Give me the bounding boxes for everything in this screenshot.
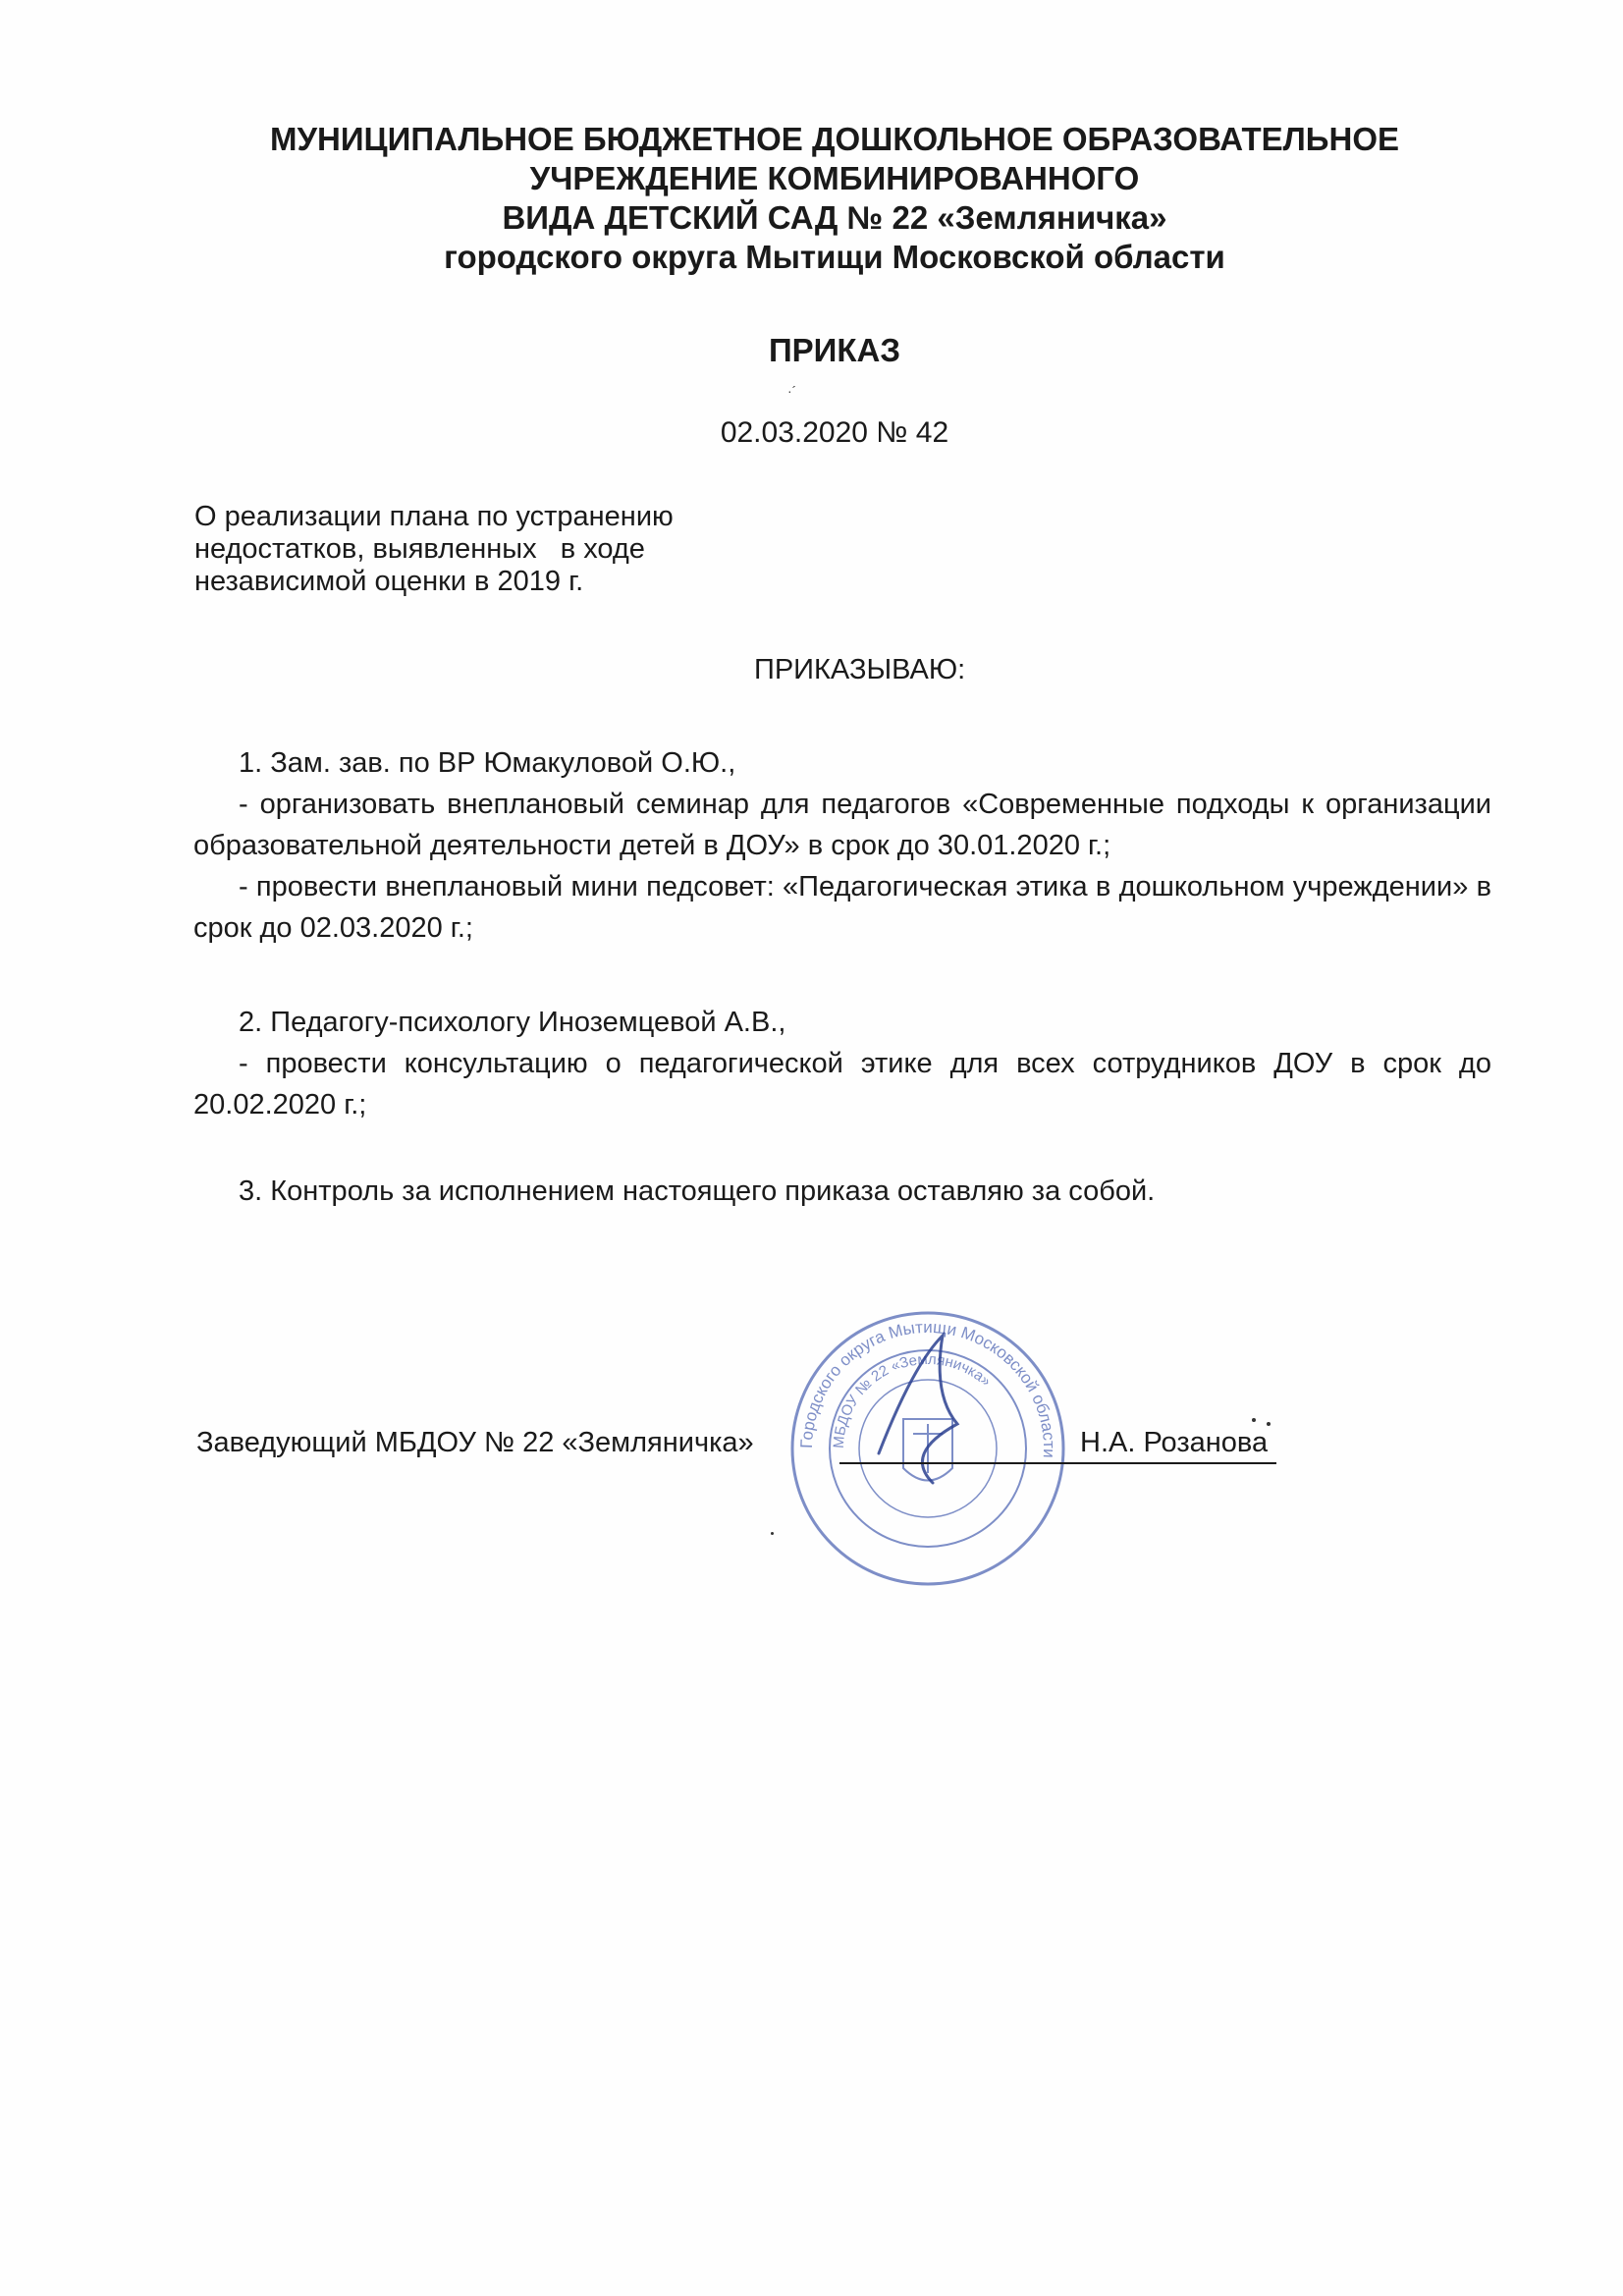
- item-1-heading: 1. Зам. зав. по ВР Юмакуловой О.Ю.,: [239, 747, 736, 779]
- item-1-line-2: - провести внеплановый мини педсовет: «Педагогическая этика в дошкольном учреждении» в срок до 02.03.2020 г.;: [193, 871, 1491, 944]
- order-item-2: [193, 1002, 1491, 1125]
- signature-line: [839, 1462, 1276, 1464]
- item-2-heading: 2. Педагогу-психологу Иноземцевой А.В.,: [239, 1007, 786, 1038]
- item-3-heading: 3. Контроль за исполнением настоящего приказа оставляю за собой.: [239, 1175, 1156, 1207]
- stamp-inner-text: МБДОУ № 22 «Земляничка»: [830, 1350, 995, 1449]
- item-1-line-1: - организовать внеплановый семинар для педагогов «Современные подходы к организации образовательной деятельности детей в ДОУ» в срок до 30.01.2020 г.;: [193, 789, 1491, 861]
- command-word: ПРИКАЗЫВАЮ:: [754, 654, 966, 685]
- header-line-2: УЧРЕЖДЕНИЕ КОМБИНИРОВАННОГО: [529, 160, 1140, 196]
- order-date-number: 02.03.2020 № 42: [720, 416, 949, 449]
- scan-speck: [1267, 1422, 1271, 1426]
- header-line-3: ВИДА ДЕТСКИЙ САД № 22 «Земляничка»: [502, 199, 1167, 236]
- order-item-1: [193, 742, 1491, 949]
- header-line-1: МУНИЦИПАЛЬНОЕ БЮДЖЕТНОЕ ДОШКОЛЬНОЕ ОБРАЗОВАТЕЛЬНОЕ: [269, 121, 1400, 157]
- signature-block: [196, 1427, 1375, 1486]
- subject-line-3: независимой оценки в 2019 г.: [194, 566, 584, 597]
- institution-header: [147, 120, 1522, 277]
- signatory-role: Заведующий МБДОУ № 22 «Земляничка»: [196, 1427, 754, 1458]
- item-2-line-1: - провести консультацию о педагогической этике для всех сотрудников ДОУ в срок до 20.02.2020 г.;: [193, 1048, 1491, 1121]
- document-title: ПРИКАЗ: [768, 332, 901, 368]
- order-item-3: [193, 1171, 1491, 1212]
- signatory-name: Н.А. Розанова: [1080, 1427, 1269, 1458]
- order-subject: [194, 501, 823, 598]
- scan-speck: [771, 1532, 774, 1535]
- subject-line-1: О реализации плана по устранению: [194, 501, 674, 532]
- scan-mark: ·´: [787, 383, 797, 399]
- stamp-outer-text: Городского округа Мытищи Московской области: [796, 1317, 1059, 1459]
- scan-speck: [1252, 1418, 1256, 1422]
- subject-line-2: недостатков, выявленных в ходе: [194, 533, 645, 565]
- header-line-4: городского округа Мытищи Московской области: [444, 239, 1225, 275]
